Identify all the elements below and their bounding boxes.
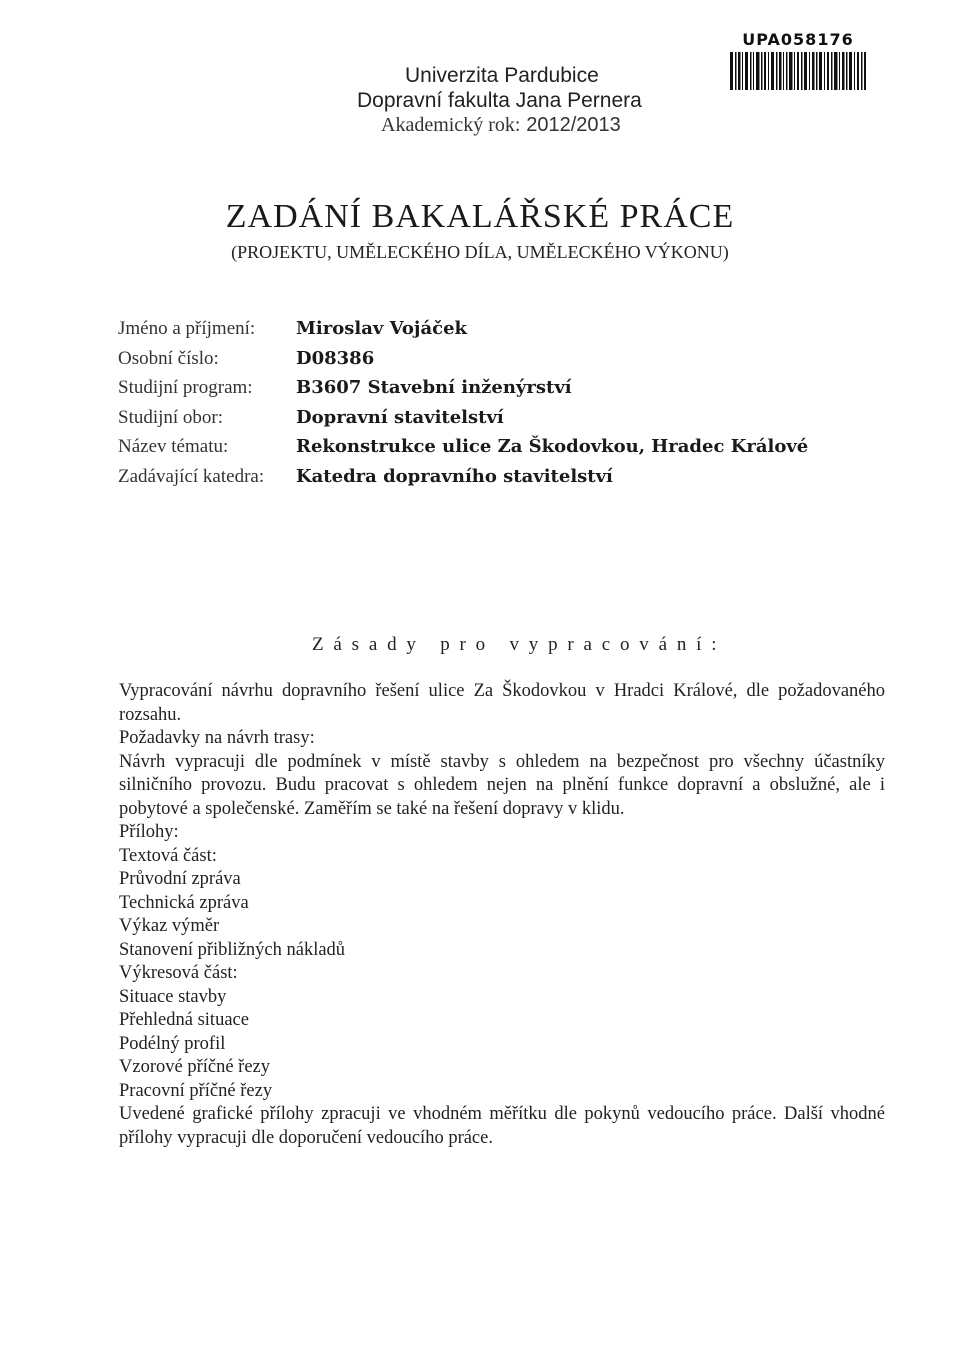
attachment-item: Technická zpráva: [119, 892, 249, 913]
closing-text: Uvedené grafické přílohy zpracuji ve vhodném měřítku dle pokynů vedoucího práce. Další vhodné přílohy vypracuji dle doporučení vedoucího práce.: [119, 1104, 885, 1148]
university-name: Univerzita Pardubice: [405, 64, 599, 87]
document-title: ZADÁNÍ BAKALÁŘSKÉ PRÁCE: [225, 198, 735, 235]
info-label: Studijní program:: [118, 377, 253, 398]
requirements-text: Návrh vypracuji dle podmínek v místě stavby s ohledem na bezpečnost pro všechny účastníky silničního provozu. Budu pracovat s ohledem nejen na plnění funkce dopravní a obslužné, ale i pobytové a společenské. Zaměřím se také na řešení dopravy v klidu.: [119, 751, 885, 819]
attachment-item: Výkaz výměr: [119, 916, 220, 936]
info-label: Studijní obor:: [118, 406, 224, 428]
attachments-heading: Přílohy:: [119, 822, 179, 842]
info-value: B3607 Stavební inženýrství: [296, 377, 572, 398]
attachment-item: Situace stavby: [119, 986, 227, 1007]
academic-year: [381, 113, 960, 137]
attachment-item: Podélný profil: [119, 1033, 226, 1054]
document-subtitle: (PROJEKTU, UMĚLECKÉHO DÍLA, UMĚLECKÉHO VÝKONU): [231, 242, 729, 262]
academic-year-label: Akademický rok:: [381, 114, 521, 136]
attachment-item: Vzorové příčné řezy: [119, 1057, 270, 1077]
faculty-name: Dopravní fakulta Jana Pernera: [357, 89, 642, 112]
info-value: Miroslav Vojáček: [296, 318, 467, 339]
principles-intro: Vypracování návrhu dopravního řešení ulice Za Škodovkou v Hradci Králové, dle požadovaného rozsahu.: [119, 681, 885, 725]
attachment-item: Stanovení přibližných nákladů: [119, 939, 346, 960]
info-value: Rekonstrukce ulice Za Škodovkou, Hradec Králové: [296, 436, 809, 457]
principles-heading: Zásady pro vypracování:: [312, 634, 727, 655]
info-label: Osobní číslo:: [118, 347, 219, 369]
academic-year-value: 2012/2013: [526, 114, 621, 136]
attachment-item: Výkresová část:: [119, 963, 238, 983]
info-value: Dopravní stavitelství: [296, 406, 504, 428]
barcode-code: UPA058176: [742, 30, 854, 49]
info-label: Jméno a příjmení:: [118, 318, 256, 339]
attachment-item: Textová část:: [119, 845, 217, 866]
attachment-item: Průvodní zpráva: [119, 869, 241, 889]
info-value: Katedra dopravního stavitelství: [296, 465, 613, 487]
info-value: D08386: [296, 347, 375, 369]
attachment-item: Přehledná situace: [119, 1010, 249, 1030]
attachment-item: Pracovní příčné řezy: [119, 1080, 273, 1101]
principles-body: [119, 680, 885, 1150]
requirements-heading: Požadavky na návrh trasy:: [119, 728, 315, 748]
info-label: Název tématu:: [118, 436, 229, 457]
info-label: Zadávající katedra:: [118, 465, 265, 487]
